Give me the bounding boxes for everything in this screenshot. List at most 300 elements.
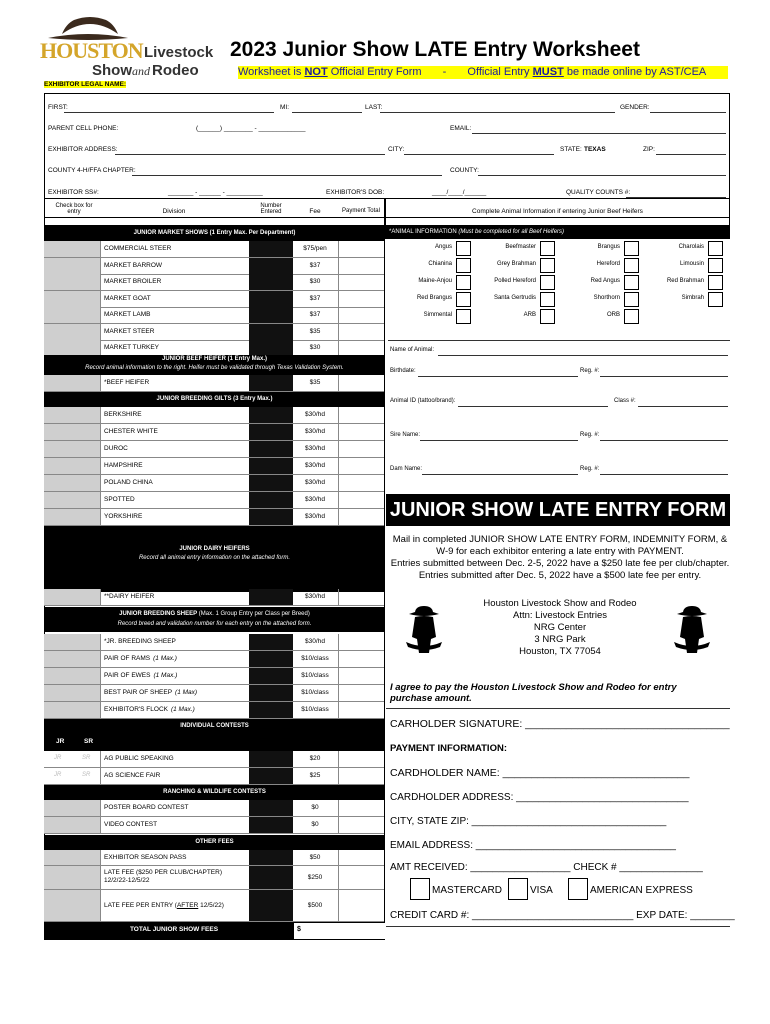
- contest-ag-science-fair-row[interactable]: [44, 768, 384, 785]
- gilt-duroc-checkbox[interactable]: [44, 441, 101, 457]
- animal-name-field[interactable]: [438, 355, 728, 356]
- sheep-header-rest: (Max. 1 Group Entry per Class per Breed): [197, 611, 310, 617]
- market-market-goat-payment[interactable]: [338, 291, 384, 307]
- other-fee-2-payment[interactable]: [338, 890, 384, 921]
- gilt-berkshire-row[interactable]: [44, 407, 384, 424]
- late-form-instructions: [390, 534, 730, 582]
- col-division: Division: [162, 208, 186, 215]
- mi-field[interactable]: [292, 112, 362, 113]
- logo-livestock: Livestock: [144, 44, 214, 61]
- subtitle-left-post: Official Entry Form: [327, 66, 422, 78]
- ranch-poster-board-contest-row[interactable]: [44, 800, 384, 817]
- breed-checkbox-arb[interactable]: [540, 309, 555, 324]
- city-field[interactable]: [404, 154, 554, 155]
- tattoo-label: Animal ID (tattoo/brand):: [390, 398, 456, 404]
- breed-checkbox-simbrah[interactable]: [708, 292, 723, 307]
- sheep-header: JUNIOR BREEDING SHEEP: [119, 611, 198, 617]
- sheep--jr-breeding-sheep-number[interactable]: [249, 634, 293, 650]
- ranch-poster-board-contest-number[interactable]: [249, 800, 293, 816]
- sr-checkbox[interactable]: SR: [82, 772, 91, 778]
- beef-heifer-row[interactable]: [44, 375, 384, 392]
- sheep-exhibitor-s-flock-fee: $10/class: [301, 706, 329, 713]
- gilt-chester-white-payment[interactable]: [338, 424, 384, 440]
- dam-reg-label: Reg. #:: [580, 466, 600, 472]
- logo-and: and: [132, 64, 150, 78]
- market-market-broiler-row[interactable]: [44, 274, 384, 291]
- subtitle-left-pre: Worksheet is: [238, 66, 305, 78]
- sheep--jr-breeding-sheep-row[interactable]: [44, 634, 384, 651]
- sheep-pair-of-rams-payment[interactable]: [338, 651, 384, 667]
- col-check: Check box for entry: [55, 203, 93, 215]
- sr-header: SR: [84, 738, 94, 745]
- market-market-turkey-number[interactable]: [249, 340, 293, 356]
- gender-field[interactable]: [650, 112, 726, 113]
- city-state-zip-field[interactable]: CITY, STATE ZIP: ___________________________________: [390, 816, 667, 827]
- breed-checkbox-red-brangus[interactable]: [456, 292, 471, 307]
- sire-reg-field[interactable]: [600, 440, 728, 441]
- beef-header-block: [44, 355, 385, 375]
- sheep-max-note: (1 Max.): [153, 655, 177, 662]
- parent-phone-field[interactable]: (______) ________ - _____________: [196, 125, 306, 132]
- breed-label-grey-brahman: Grey Brahman: [496, 261, 536, 267]
- other-fee-1-fee: $250: [307, 874, 323, 881]
- breed-checkbox-simmental[interactable]: [456, 309, 471, 324]
- gilt-poland-china-number[interactable]: [249, 475, 293, 491]
- ranch-poster-board-contest-payment[interactable]: [338, 800, 384, 816]
- other-fee-2-row[interactable]: [44, 890, 384, 922]
- mastercard-label: MASTERCARD: [432, 885, 503, 896]
- email-label: EMAIL:: [450, 125, 472, 132]
- sheep-pair-of-rams-number[interactable]: [249, 651, 293, 667]
- market-market-broiler-checkbox[interactable]: [44, 274, 101, 290]
- other-fee-2-checkbox[interactable]: [44, 890, 101, 921]
- other-fee-1-number[interactable]: [249, 866, 293, 889]
- zip-label: ZIP:: [643, 146, 655, 153]
- ss-label: EXHIBITOR SS#:: [48, 189, 99, 196]
- breed-checkbox-beefmaster[interactable]: [540, 241, 555, 256]
- dam-label: Dam Name:: [390, 466, 423, 472]
- gilt-hampshire-fee: $30/hd: [305, 462, 325, 469]
- ranch-poster-board-contest-fee: $0: [311, 804, 319, 811]
- dairy-heifer-fee: $30/hd: [305, 593, 325, 600]
- animal-info-header: [385, 226, 730, 239]
- gilt-yorkshire-label: YORKSHIRE: [104, 513, 143, 520]
- sire-field[interactable]: [420, 440, 578, 441]
- gilt-yorkshire-number[interactable]: [249, 509, 293, 525]
- county-label: COUNTY:: [450, 167, 479, 174]
- other-fee-1-payment[interactable]: [338, 866, 384, 889]
- market-market-lamb-number[interactable]: [249, 307, 293, 323]
- dob-field[interactable]: ____/____/______: [432, 189, 487, 196]
- other-fee-0-fee: $50: [309, 854, 321, 861]
- market-commercial-steer-number[interactable]: [249, 241, 293, 257]
- beef-heifer-checkbox[interactable]: [44, 375, 101, 391]
- ranch-video-contest-row[interactable]: [44, 817, 384, 834]
- market-market-turkey-label: MARKET TURKEY: [104, 344, 160, 351]
- dairy-heifer-checkbox[interactable]: [44, 589, 101, 605]
- sheep--jr-breeding-sheep-payment[interactable]: [338, 634, 384, 650]
- email-address-field[interactable]: EMAIL ADDRESS: ____________________________________: [390, 840, 676, 851]
- breed-checkbox-hereford[interactable]: [624, 258, 639, 273]
- gilt-yorkshire-checkbox[interactable]: [44, 509, 101, 525]
- dairy-heifer-number[interactable]: [249, 589, 293, 605]
- gilt-poland-china-payment[interactable]: [338, 475, 384, 491]
- contest-ag-science-fair-fee: $25: [309, 772, 321, 779]
- other-fee-0-number[interactable]: [249, 850, 293, 865]
- ranch-video-contest-checkbox[interactable]: [44, 817, 101, 833]
- sheep-pair-of-ewes-label: [104, 672, 177, 679]
- breed-label-simmental: Simmental: [423, 312, 452, 318]
- breed-label-shorthorn: Shorthorn: [593, 295, 620, 301]
- ranch-video-contest-number[interactable]: [249, 817, 293, 833]
- breed-checkbox-chianina[interactable]: [456, 258, 471, 273]
- jr-checkbox[interactable]: JR: [54, 772, 62, 778]
- breed-checkbox-limousin[interactable]: [708, 258, 723, 273]
- gilt-poland-china-checkbox[interactable]: [44, 475, 101, 491]
- other-fee-0-checkbox[interactable]: [44, 850, 101, 865]
- sheep-best-pair-of-sheep-number[interactable]: [249, 685, 293, 701]
- other-fee-2-number[interactable]: [249, 890, 293, 921]
- sheep-pair-of-ewes-checkbox[interactable]: [44, 668, 101, 684]
- address-label: EXHIBITOR ADDRESS:: [48, 146, 118, 153]
- hlsr-logo: [40, 14, 212, 84]
- late-form-p3: Entries submitted after Dec. 5, 2022 have a $500 late fee per entry.: [418, 570, 702, 581]
- breed-label-brangus: Brangus: [597, 244, 620, 250]
- visa-checkbox[interactable]: [508, 878, 528, 900]
- sheep-exhibitor-s-flock-row[interactable]: [44, 702, 384, 719]
- market-market-barrow-label: MARKET BARROW: [104, 261, 163, 269]
- market-market-steer-checkbox[interactable]: [44, 324, 101, 340]
- beef-heifer-number[interactable]: [249, 375, 293, 391]
- sheep-best-pair-of-sheep-label: [104, 689, 197, 696]
- mastercard-checkbox[interactable]: [410, 878, 430, 900]
- address-line: Houston, TX 77054: [519, 646, 601, 657]
- credit-card-field[interactable]: CREDIT CARD #: _____________________________ EXP DATE: ________: [390, 910, 735, 921]
- dairy-header: JUNIOR DAIRY HEIFERS: [179, 546, 250, 552]
- market-market-broiler-payment[interactable]: [338, 274, 384, 290]
- gilt-duroc-row[interactable]: [44, 441, 384, 458]
- sheep-exhibitor-s-flock-number[interactable]: [249, 702, 293, 718]
- gilt-chester-white-fee: $30/hd: [305, 428, 325, 435]
- gilt-spotted-label: SPOTTED: [104, 496, 135, 503]
- state-value: TEXAS: [584, 146, 606, 153]
- quality-label: QUALITY COUNTS #:: [566, 189, 631, 196]
- gilt-chester-white-number[interactable]: [249, 424, 293, 440]
- market-market-goat-number[interactable]: [249, 291, 293, 307]
- dam-reg-field[interactable]: [600, 474, 728, 475]
- sheep-max-note: (1 Max.): [170, 706, 195, 713]
- breed-checkbox-maine-anjou[interactable]: [456, 275, 471, 290]
- gilt-hampshire-payment[interactable]: [338, 458, 384, 474]
- breed-label-arb: ARB: [523, 312, 536, 318]
- dairy-heifer-payment[interactable]: [338, 589, 384, 605]
- breed-label-polled-hereford: Polled Hereford: [494, 278, 536, 284]
- gilt-spotted-payment[interactable]: [338, 492, 384, 508]
- animal-info-note: (Must be completed for all Beef Heifers): [458, 229, 565, 235]
- market-market-steer-fee: $35: [309, 327, 321, 335]
- breed-checkbox-red-angus[interactable]: [624, 275, 639, 290]
- market-market-steer-payment[interactable]: [338, 324, 384, 340]
- sheep--jr-breeding-sheep-checkbox[interactable]: [44, 634, 101, 650]
- market-market-goat-checkbox[interactable]: [44, 291, 101, 307]
- class-field[interactable]: [638, 406, 728, 407]
- breed-checkbox-grey-brahman[interactable]: [540, 258, 555, 273]
- animal-info-title: *ANIMAL INFORMATION: [389, 229, 457, 235]
- jr-sr-header: [44, 734, 385, 751]
- last-label: LAST:: [365, 104, 383, 111]
- dairy-heifer-label: **DAIRY HEIFER: [104, 593, 155, 600]
- gilt-spotted-number[interactable]: [249, 492, 293, 508]
- reg-label: Reg. #:: [580, 368, 600, 374]
- breed-checkbox-red-brahman[interactable]: [708, 275, 723, 290]
- logo-show: Show: [92, 62, 132, 79]
- amt-received-field[interactable]: AMT RECEIVED: __________________ CHECK # _______________: [390, 862, 703, 873]
- email-field[interactable]: [472, 133, 726, 134]
- ranch-poster-board-contest-checkbox[interactable]: [44, 800, 101, 816]
- market-commercial-steer-checkbox[interactable]: [44, 241, 101, 257]
- market-market-goat-row[interactable]: [44, 291, 384, 308]
- sire-label: Sire Name:: [390, 432, 421, 438]
- market-market-barrow-payment[interactable]: [338, 258, 384, 274]
- market-market-steer-label: MARKET STEER: [104, 327, 155, 335]
- sheep-pair-of-rams-label: [104, 655, 177, 662]
- breed-label-red-angus: Red Angus: [590, 278, 620, 284]
- other-fee-0-row[interactable]: [44, 850, 384, 866]
- sheep-pair-of-rams-fee: $10/class: [301, 655, 329, 662]
- late-form-title: JUNIOR SHOW LATE ENTRY FORM: [386, 494, 730, 526]
- sheep-best-pair-of-sheep-checkbox[interactable]: [44, 685, 101, 701]
- contest-ag-public-speaking-row[interactable]: [44, 751, 384, 768]
- address-line: Houston Livestock Show and Rodeo: [483, 598, 637, 609]
- sheep-best-pair-of-sheep-payment[interactable]: [338, 685, 384, 701]
- last-field[interactable]: [380, 112, 615, 113]
- sheep-pair-of-ewes-fee: $10/class: [301, 672, 329, 679]
- breed-checkbox-charolais[interactable]: [708, 241, 723, 256]
- parent-phone-label: PARENT CELL PHONE:: [48, 125, 119, 132]
- total-label: TOTAL JUNIOR SHOW FEES: [129, 926, 219, 933]
- breed-checkbox-santa-gertrudis[interactable]: [540, 292, 555, 307]
- gilt-spotted-fee: $30/hd: [305, 496, 325, 503]
- legal-name-label: EXHIBITOR LEGAL NAME:: [44, 81, 127, 88]
- gilt-yorkshire-row[interactable]: [44, 509, 384, 526]
- visa-label: VISA: [530, 885, 553, 896]
- address-line: NRG Center: [533, 622, 587, 633]
- cardholder-name-field[interactable]: CARDHOLDER NAME: ________________________________: [390, 767, 690, 779]
- signature-field[interactable]: CARHOLDER SIGNATURE: ___________________________________: [390, 718, 730, 730]
- mailing-address: [460, 598, 660, 658]
- contests-header: INDIVIDUAL CONTESTS: [44, 719, 385, 734]
- dam-field[interactable]: [422, 474, 578, 475]
- market-market-barrow-checkbox[interactable]: [44, 258, 101, 274]
- ss-field[interactable]: _______ - ______ - __________: [168, 189, 263, 196]
- market-market-barrow-row[interactable]: [44, 258, 384, 275]
- class-label: Class #:: [614, 398, 636, 404]
- ranch-video-contest-label: VIDEO CONTEST: [104, 821, 158, 828]
- breed-label-red-brahman: Red Brahman: [666, 278, 704, 284]
- breed-label-red-brangus: Red Brangus: [416, 295, 452, 301]
- logo-rodeo: Rodeo: [152, 62, 199, 79]
- breed-label-beefmaster: Beefmaster: [505, 244, 536, 250]
- contest-ag-science-fair-checkbox[interactable]: [44, 768, 101, 784]
- market-market-barrow-fee: $37: [309, 261, 321, 269]
- amex-checkbox[interactable]: [568, 878, 588, 900]
- breed-label-simbrah: Simbrah: [681, 295, 704, 301]
- address-line: 3 NRG Park: [534, 634, 586, 645]
- other-fee-2-label: [104, 902, 244, 910]
- breed-label-hereford: Hereford: [596, 261, 620, 267]
- amex-label: AMERICAN EXPRESS: [590, 885, 693, 896]
- sheep-pair-of-ewes-number[interactable]: [249, 668, 293, 684]
- market-commercial-steer-fee: $75/pen: [303, 245, 327, 252]
- market-commercial-steer-row[interactable]: [44, 241, 384, 258]
- gilt-chester-white-checkbox[interactable]: [44, 424, 101, 440]
- sheep-max-note: (1 Max.): [153, 672, 178, 679]
- gilt-hampshire-label: HAMPSHIRE: [104, 462, 143, 469]
- breed-checkbox-polled-hereford[interactable]: [540, 275, 555, 290]
- first-label: FIRST:: [48, 104, 68, 111]
- gilt-duroc-fee: $30/hd: [305, 445, 325, 452]
- market-commercial-steer-payment[interactable]: [338, 241, 384, 257]
- market-market-barrow-number[interactable]: [249, 258, 293, 274]
- beef-note: Record animal information to the right. Heifer must be validated through Texas Validation System.: [85, 365, 344, 371]
- breed-checkbox-angus[interactable]: [456, 241, 471, 256]
- contest-ag-science-fair-payment[interactable]: [338, 768, 384, 784]
- late-form-p1: Mail in completed JUNIOR SHOW LATE ENTRY FORM, INDEMNITY FORM, & W-9 for each exhibitor entering a late entry with PAYMENT.: [392, 534, 728, 557]
- zip-field[interactable]: [656, 154, 726, 155]
- breed-checkbox-shorthorn[interactable]: [624, 292, 639, 307]
- county-field[interactable]: [478, 175, 726, 176]
- other-fee-2-fee: $500: [307, 902, 323, 909]
- gilt-yorkshire-fee: $30/hd: [305, 513, 325, 520]
- ranch-video-contest-payment[interactable]: [338, 817, 384, 833]
- sheep-pair-of-ewes-payment[interactable]: [338, 668, 384, 684]
- gilt-hampshire-row[interactable]: [44, 458, 384, 475]
- agree-divider: [386, 708, 730, 709]
- address-line: Attn: Livestock Entries: [513, 610, 607, 621]
- market-market-lamb-label: MARKET LAMB: [104, 311, 151, 318]
- subtitle-dash: -: [442, 66, 447, 78]
- contest-ag-public-speaking-number[interactable]: [249, 751, 293, 767]
- sheep-exhibitor-s-flock-checkbox[interactable]: [44, 702, 101, 718]
- sheep-pair-of-ewes-row[interactable]: [44, 668, 384, 685]
- gilt-yorkshire-payment[interactable]: [338, 509, 384, 525]
- birthdate-label: Birthdate:: [390, 368, 416, 374]
- market-header: JUNIOR MARKET SHOWS (1 Entry Max. Per Department): [44, 226, 385, 241]
- total-row: [44, 922, 385, 940]
- other-fee-0-label: EXHIBITOR SEASON PASS: [104, 854, 187, 861]
- gilt-poland-china-label: POLAND CHINA: [104, 479, 153, 486]
- gilt-chester-white-row[interactable]: [44, 424, 384, 441]
- cardholder-address-field[interactable]: CARDHOLDER ADDRESS: _______________________________: [390, 792, 689, 803]
- gilt-duroc-number[interactable]: [249, 441, 293, 457]
- sheep-note: Record breed and validation number for each entry on the attached form.: [117, 621, 312, 627]
- gilt-berkshire-label: BERKSHIRE: [104, 411, 142, 418]
- dairy-heifer-row[interactable]: [44, 589, 384, 606]
- breed-checkbox-orb[interactable]: [624, 309, 639, 324]
- sheep-header-block: [44, 607, 385, 632]
- total-field[interactable]: $: [294, 923, 385, 939]
- market-market-broiler-fee: $30: [309, 278, 321, 285]
- sheep-division-text: BEST PAIR OF SHEEP: [104, 689, 173, 696]
- market-market-broiler-number[interactable]: [249, 274, 293, 290]
- other-fee-0-payment[interactable]: [338, 850, 384, 865]
- col-number: Number Entered: [260, 203, 282, 215]
- gilt-berkshire-number[interactable]: [249, 407, 293, 423]
- sheep-max-note: (1 Max): [175, 689, 198, 696]
- beef-heifer-label: *BEEF HEIFER: [104, 379, 150, 386]
- market-market-steer-number[interactable]: [249, 324, 293, 340]
- sheep-pair-of-rams-checkbox[interactable]: [44, 651, 101, 667]
- other-fee-1-row[interactable]: [44, 866, 384, 890]
- birthdate-field[interactable]: [418, 376, 578, 377]
- breed-label-santa-gertrudis: Santa Gertrudis: [493, 295, 536, 301]
- breed-label-maine-anjou: Maine-Anjou: [418, 278, 452, 284]
- sheep-best-pair-of-sheep-fee: $10/class: [301, 689, 329, 696]
- market-market-steer-row[interactable]: [44, 324, 384, 341]
- gilt-hampshire-number[interactable]: [249, 458, 293, 474]
- chapter-field[interactable]: [132, 175, 442, 176]
- sheep-division-text: PAIR OF RAMS: [104, 655, 151, 662]
- gilt-berkshire-fee: $30/hd: [305, 411, 325, 418]
- subtitle-right-post: be made online by AST/CEA: [563, 66, 707, 78]
- tattoo-field[interactable]: [458, 406, 608, 407]
- market-market-broiler-label: MARKET BROILER: [104, 278, 162, 285]
- sheep-exhibitor-s-flock-payment[interactable]: [338, 702, 384, 718]
- gilt-berkshire-checkbox[interactable]: [44, 407, 101, 423]
- jr-checkbox[interactable]: JR: [54, 755, 62, 761]
- ranch-poster-board-contest-label: POSTER BOARD CONTEST: [104, 804, 189, 811]
- first-field[interactable]: [64, 112, 274, 113]
- gilt-poland-china-row[interactable]: [44, 475, 384, 492]
- sr-checkbox[interactable]: SR: [82, 755, 91, 761]
- market-market-turkey-checkbox[interactable]: [44, 340, 101, 356]
- market-market-lamb-checkbox[interactable]: [44, 307, 101, 323]
- market-market-lamb-row[interactable]: [44, 307, 384, 324]
- beef-heifer-payment[interactable]: [338, 375, 384, 391]
- gilt-spotted-checkbox[interactable]: [44, 492, 101, 508]
- beef-header: JUNIOR BEEF HEIFER (1 Entry Max.): [161, 356, 268, 362]
- contest-ag-public-speaking-fee: $20: [309, 755, 321, 762]
- breed-label-charolais: Charolais: [678, 244, 704, 250]
- gilt-berkshire-payment[interactable]: [338, 407, 384, 423]
- breed-label-orb: ORB: [606, 312, 620, 318]
- market-market-lamb-payment[interactable]: [338, 307, 384, 323]
- sire-reg-label: Reg. #:: [580, 432, 600, 438]
- late-fee-entry-after: AFTER: [176, 902, 199, 909]
- cowboy-icon-left: [404, 604, 444, 654]
- breed-checkbox-brangus[interactable]: [624, 241, 639, 256]
- contest-ag-science-fair-number[interactable]: [249, 768, 293, 784]
- logo-houston: HOUSTON: [40, 38, 143, 63]
- gilts-header: JUNIOR BREEDING GILTS (3 Entry Max.): [44, 392, 385, 407]
- contest-ag-public-speaking-payment[interactable]: [338, 751, 384, 767]
- gilt-hampshire-checkbox[interactable]: [44, 458, 101, 474]
- market-commercial-steer-label: COMMERCIAL STEER: [104, 245, 172, 252]
- contest-ag-public-speaking-checkbox[interactable]: [44, 751, 101, 767]
- gilt-duroc-payment[interactable]: [338, 441, 384, 457]
- mi-label: MI:: [280, 104, 290, 111]
- market-market-turkey-payment[interactable]: [338, 340, 384, 356]
- city-label: CITY:: [388, 146, 405, 153]
- sheep-best-pair-of-sheep-row[interactable]: [44, 685, 384, 702]
- address-field[interactable]: [115, 154, 385, 155]
- payment-info-label: PAYMENT INFORMATION:: [390, 743, 507, 754]
- gilt-spotted-row[interactable]: [44, 492, 384, 509]
- market-market-turkey-fee: $30: [309, 344, 321, 351]
- reg-field[interactable]: [600, 376, 728, 377]
- other-fee-1-checkbox[interactable]: [44, 866, 101, 889]
- sheep-pair-of-rams-row[interactable]: [44, 651, 384, 668]
